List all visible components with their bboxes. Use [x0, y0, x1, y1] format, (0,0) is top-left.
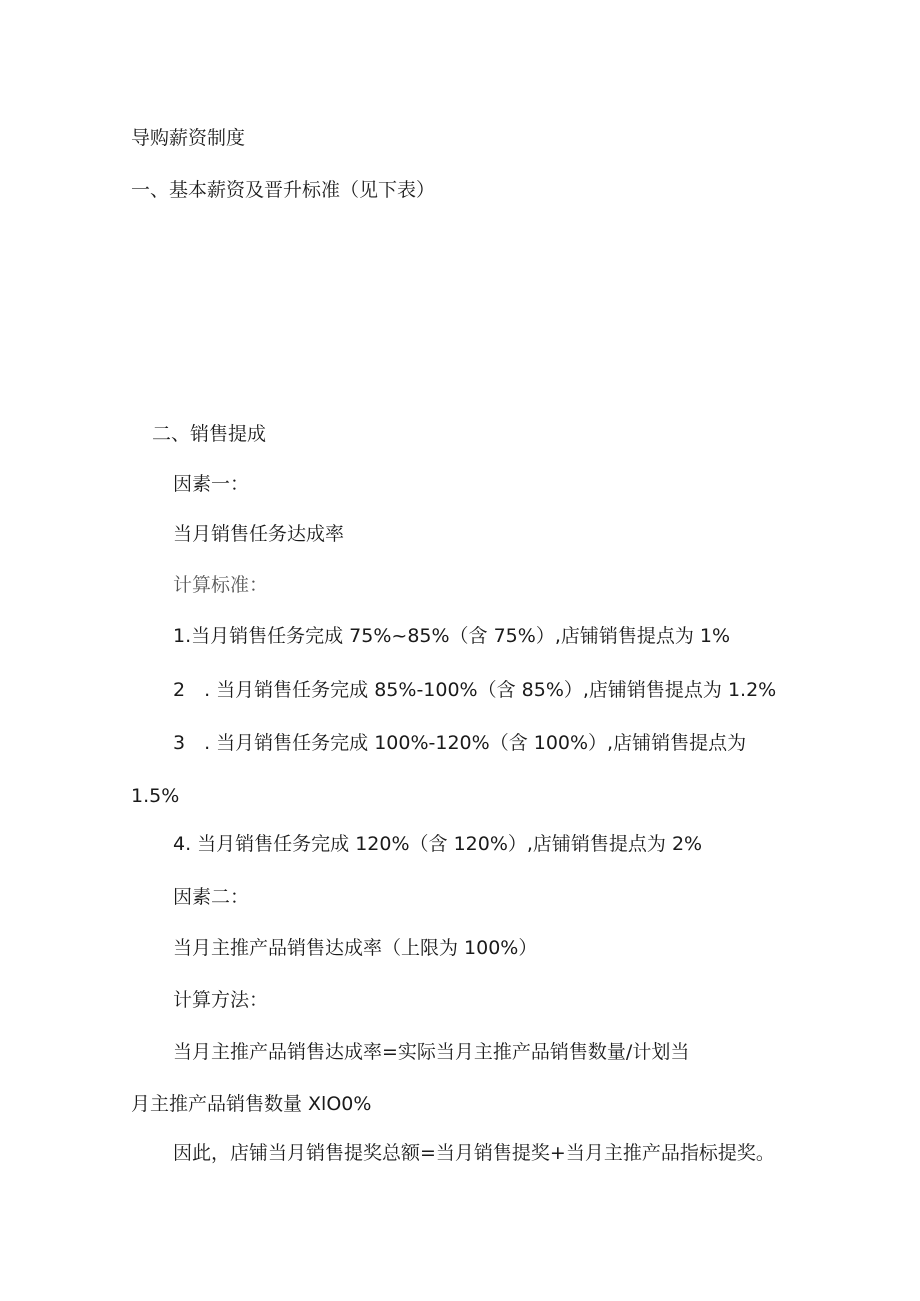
factor2-label: 因素二：: [173, 886, 250, 908]
factor2-formula-line2: 月主推产品销售数量 XlO0%: [131, 1093, 372, 1115]
section1-heading: 一、基本薪资及晋升标准（见下表）: [131, 179, 436, 201]
factor1-item-4: 4. 当月销售任务完成 120%（含 120%）,店铺销售提点为 2%: [173, 833, 703, 855]
factor2-method-label: 计算方法：: [173, 989, 269, 1011]
factor1-item-2: 2 . 当月销售任务完成 85%-100%（含 85%）,店铺销售提点为 1.2%: [173, 679, 777, 701]
factor1-label: 因素一：: [173, 473, 250, 495]
factor1-name: 当月销售任务达成率: [173, 523, 345, 545]
conclusion-paragraph: 因此，店铺当月销售提奖总额=当月销售提奖+当月主推产品指标提奖。: [173, 1142, 775, 1164]
factor1-item-3-continued: 1.5%: [131, 785, 180, 807]
document-title: 导购薪资制度: [131, 127, 246, 149]
factor1-item-1: 1.当月销售任务完成 75%~85%（含 75%）,店铺销售提点为 1%: [173, 625, 731, 647]
factor2-formula-line1: 当月主推产品销售达成率=实际当月主推产品销售数量/计划当: [173, 1041, 690, 1063]
factor1-item-3: 3 . 当月销售任务完成 100%-120%（含 100%）,店铺销售提点为: [173, 732, 747, 754]
factor1-standard-label: 计算标准：: [173, 574, 269, 596]
section2-heading: 二、销售提成: [152, 423, 267, 445]
factor2-name: 当月主推产品销售达成率（上限为 100%）: [173, 937, 538, 959]
